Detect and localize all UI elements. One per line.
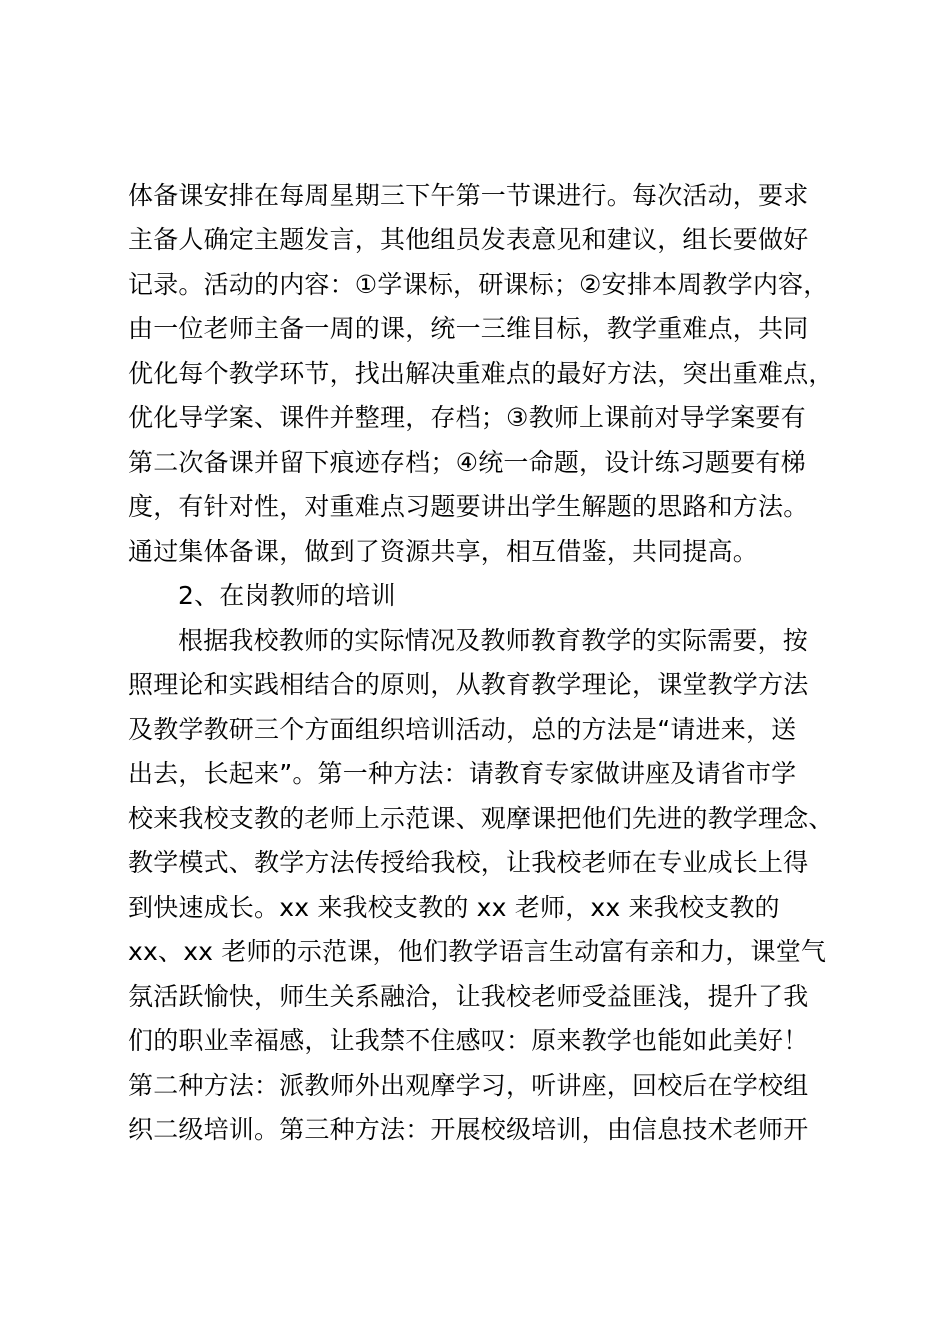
text-line: 优化每个教学环节，找出解决重难点的最好方法，突出重难点， <box>128 359 834 388</box>
text-line: 氛活跃愉快，师生关系融洽，让我校老师受益匪浅，提升了我 <box>128 982 809 1011</box>
paragraph-first-line: 根据我校教师的实际情况及教师教育教学的实际需要，按 <box>178 626 809 655</box>
text-line: 到快速成长。xx 来我校支教的 xx 老师，xx 来我校支教的 <box>128 893 780 922</box>
section-heading: 2、在岗教师的培训 <box>178 581 396 610</box>
text-line: 通过集体备课，做到了资源共享，相互借鉴，共同提高。 <box>128 537 759 566</box>
text-line: xx、xx 老师的示范课，他们教学语言生动富有亲和力，课堂气 <box>128 937 827 966</box>
text-line: 照理论和实践相结合的原则，从教育教学理论，课堂教学方法 <box>128 670 809 699</box>
text-line: 们的职业幸福感，让我禁不住感叹：原来教学也能如此美好！ <box>128 1026 809 1055</box>
text-line: 教学模式、教学方法传授给我校，让我校老师在专业成长上得 <box>128 848 809 877</box>
text-line: 织二级培训。第三种方法：开展校级培训，由信息技术老师开 <box>128 1115 809 1144</box>
text-line: 优化导学案、课件并整理，存档；③教师上课前对导学案要有 <box>128 403 806 432</box>
text-line: 由一位老师主备一周的课，统一三维目标，教学重难点，共同 <box>128 314 809 343</box>
text-line: 第二种方法：派教师外出观摩学习，听讲座，回校后在学校组 <box>128 1071 809 1100</box>
text-line: 记录。活动的内容：①学课标，研课标；②安排本周教学内容， <box>128 270 829 299</box>
text-line: 出去，长起来”。第一种方法：请教育专家做讲座及请省市学 <box>128 759 797 788</box>
text-line: 及教学教研三个方面组织培训活动，总的方法是“请进来，送 <box>128 715 797 744</box>
text-line: 度，有针对性，对重难点习题要讲出学生解题的思路和方法。 <box>128 492 809 521</box>
text-line: 主备人确定主题发言，其他组员发表意见和建议，组长要做好 <box>128 225 809 254</box>
text-line: 校来我校支教的老师上示范课、观摩课把他们先进的教学理念、 <box>128 804 834 833</box>
text-line: 体备课安排在每周星期三下午第一节课进行。每次活动，要求 <box>128 181 809 210</box>
text-line: 第二次备课并留下痕迹存档；④统一命题，设计练习题要有梯 <box>128 448 806 477</box>
